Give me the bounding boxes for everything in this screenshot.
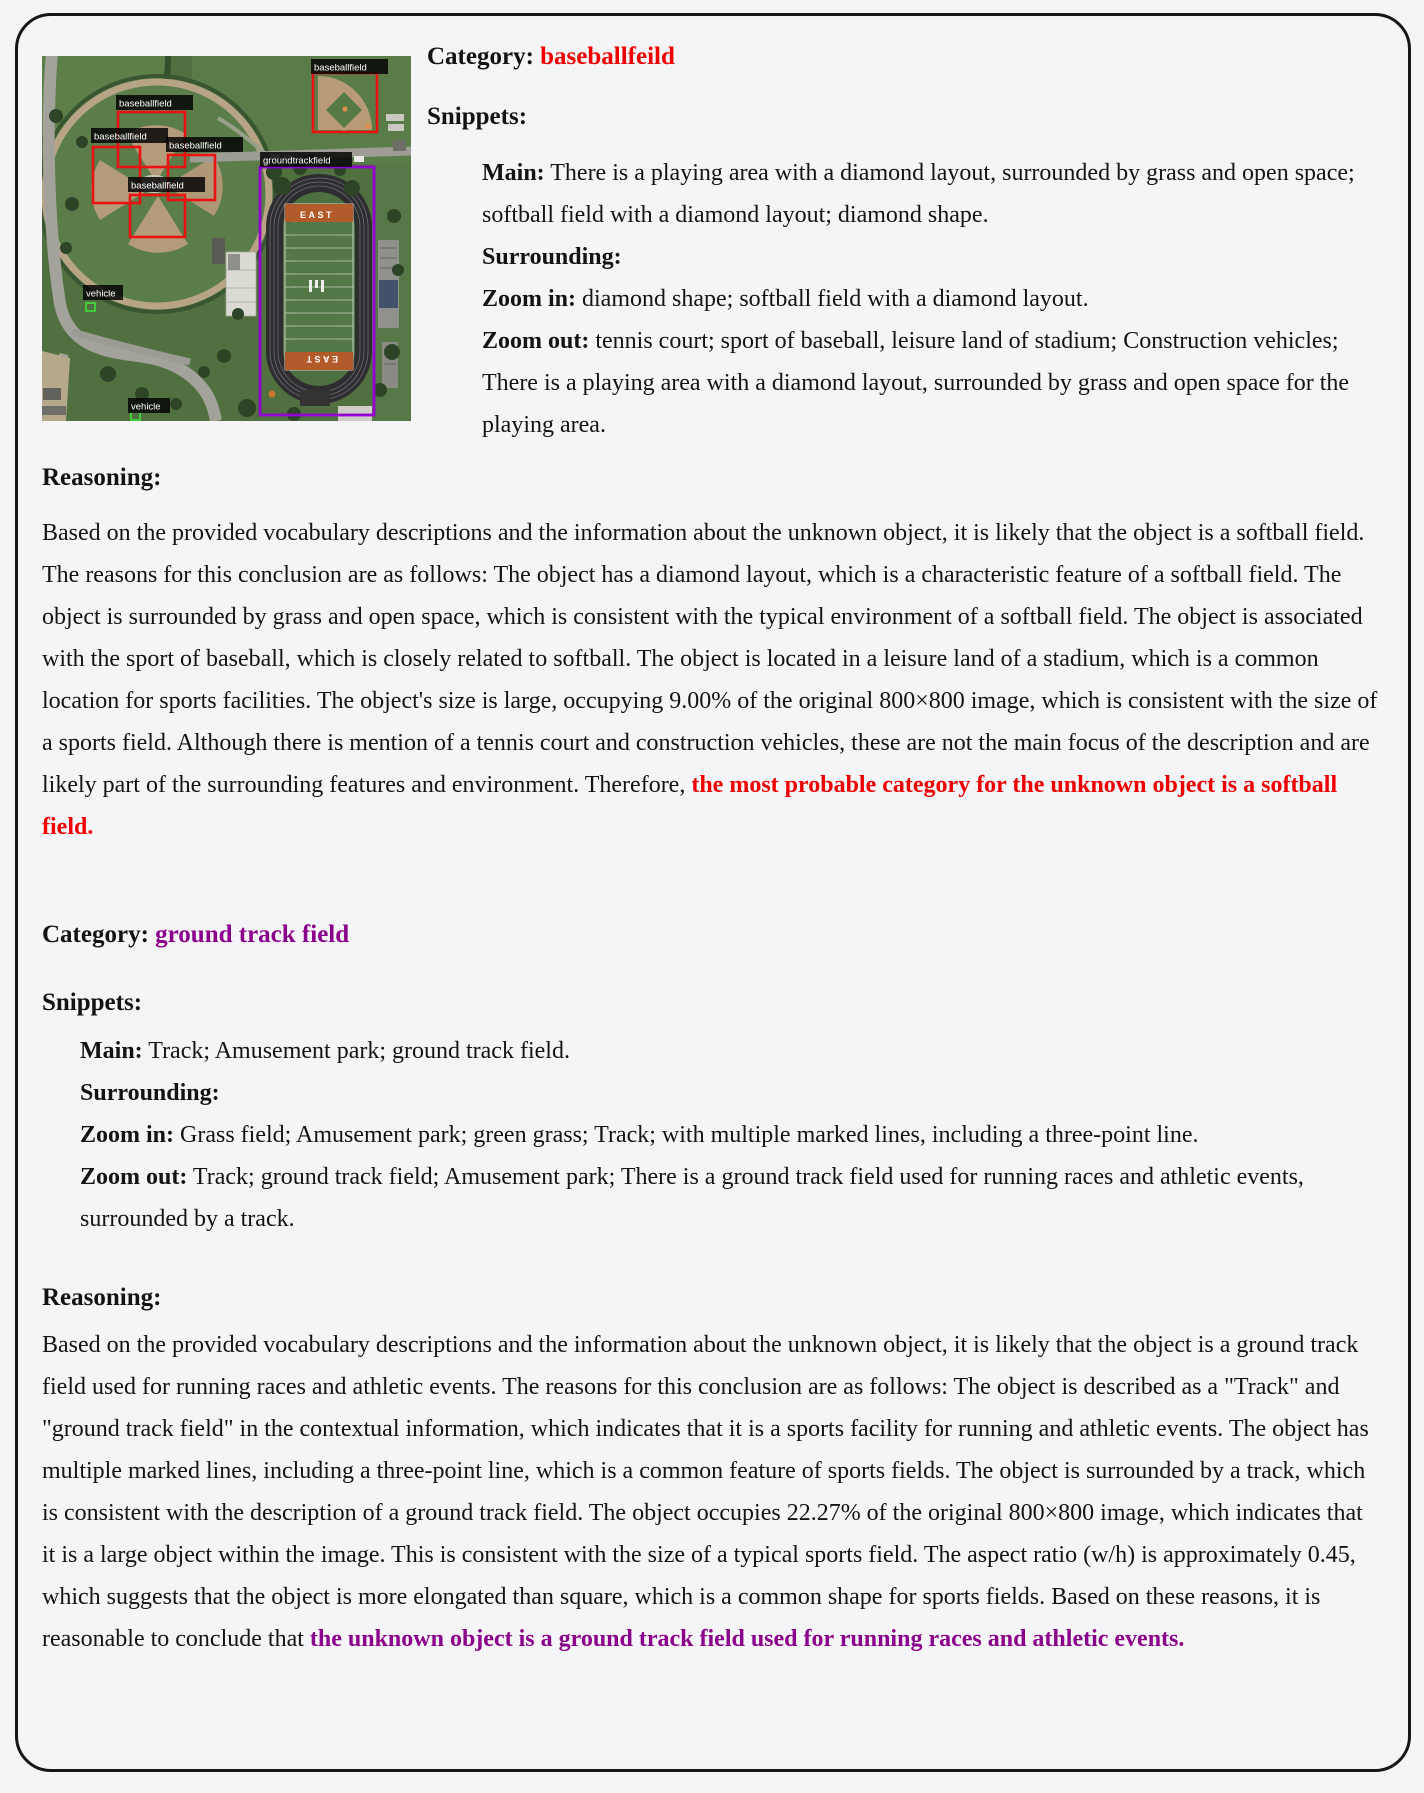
- main-text: Track; Amusement park; ground track field.: [148, 1038, 570, 1064]
- section1-category-line: [427, 36, 1390, 78]
- label-vehicle-2: vehicle: [131, 401, 161, 413]
- category-label: Category:: [42, 921, 149, 948]
- reasoning-highlight: the unknown object is a ground track field used for running races and athletic events.: [309, 1626, 1185, 1652]
- section2-category-line: [42, 914, 349, 956]
- surrounding-label: Surrounding:: [80, 1080, 220, 1106]
- main-label: Main:: [80, 1038, 143, 1064]
- reasoning-text: Based on the provided vocabulary descriptions and the information about the unknown object, it is likely that the object is a ground track field used for running races and athletic events. The reasons for this conclusion are as follows: The object is described as a "Track" and "ground track field" in the contextual information, which indicates that it is a sports facility for running and athletic events. The object has multiple marked lines, including a three-point line, which is a common feature of sports fields. The object is surrounded by a track, which is consistent with the description of a ground track field. The object occupies 22.27% of the original 800×800 image, which indicates that it is a large object within the image. This is consistent with the size of a typical sports field. The aspect ratio (w/h) is approximately 0.45, which suggests that the object is more elongated than square, which is a common shape for sports fields. Based on these reasons, it is reasonable to conclude that: [42, 1332, 1369, 1652]
- zoom-out-label: Zoom out:: [80, 1164, 188, 1190]
- reasoning-text: Based on the provided vocabulary descriptions and the information about the unknown object, it is likely that the object is a softball field. The reasons for this conclusion are as follows: The object has a diamond layout, which is a characteristic feature of a softball field. The object is surrounded by grass and open space, which is consistent with the typical environment of a softball field. The object is associated with the sport of baseball, which is closely related to softball. The object is located in a leisure land of a stadium, which is a common location for sports facilities. The object's size is large, occupying 9.00% of the original 800×800 image, which is consistent with the size of a sports field. Although there is mention of a tennis court and construction vehicles, these are not the main focus of the description and are likely part of the surrounding features and environment. Therefore,: [42, 520, 1378, 798]
- label-baseballfield-3: baseballfield: [94, 131, 147, 143]
- label-groundtrackfield: groundtrackfield: [263, 155, 331, 167]
- main-text: There is a playing area with a diamond layout, surrounded by grass and open space; softball field with a diamond layout; diamond shape.: [482, 160, 1355, 228]
- main-label: Main:: [482, 160, 545, 186]
- label-baseballfield-4: baseballfield: [169, 140, 222, 152]
- scene-track-stadium: [266, 174, 372, 406]
- zoom-in-label: Zoom in:: [482, 286, 577, 312]
- category-label: Category:: [427, 43, 534, 70]
- endzone-top-text: EAST: [300, 210, 335, 220]
- surrounding-label: Surrounding:: [482, 244, 622, 270]
- aerial-scene-svg: [42, 56, 411, 421]
- category-value: ground track field: [155, 921, 350, 948]
- zoom-in-text: diamond shape; softball field with a diamond layout.: [582, 286, 1089, 312]
- snippet-zoom-in: [80, 1114, 1370, 1156]
- category-value: baseballfeild: [540, 43, 675, 70]
- label-baseballfield-5: baseballfield: [131, 180, 184, 192]
- section1-snippets: [482, 152, 1390, 446]
- reasoning-highlight: the most probable category for the unknown object is a softball field.: [42, 772, 1338, 840]
- snippet-main: [482, 152, 1390, 236]
- section1-reasoning-paragraph: [42, 512, 1382, 848]
- satellite-image: [42, 56, 411, 421]
- zoom-out-label: Zoom out:: [482, 328, 590, 354]
- section2-reasoning-heading: Reasoning:: [42, 1284, 162, 1311]
- snippet-surrounding-heading: [80, 1072, 1370, 1114]
- section2-snippets-heading: Snippets:: [42, 989, 143, 1016]
- zoom-out-text: tennis court; sport of baseball, leisure land of stadium; Construction vehicles; There is a playing area with a diamond layout, surrounded by grass and open space for the playing area.: [482, 328, 1350, 438]
- snippet-surrounding-heading: [482, 236, 1390, 278]
- snippet-zoom-in: [482, 278, 1390, 320]
- section1-reasoning-heading: Reasoning:: [42, 464, 162, 491]
- section2-reasoning-paragraph: [42, 1324, 1382, 1660]
- zoom-out-text: Track; ground track field; Amusement park; There is a ground track field used for running races and athletic events, surrounded by a track.: [80, 1164, 1304, 1232]
- section1-column: [427, 36, 1390, 446]
- zoom-in-text: Grass field; Amusement park; green grass; Track; with multiple marked lines, including a three-point line.: [180, 1122, 1199, 1148]
- zoom-in-label: Zoom in:: [80, 1122, 175, 1148]
- label-baseballfield-1: baseballfield: [314, 62, 367, 74]
- section1-snippets-heading: Snippets:: [427, 103, 528, 130]
- snippet-zoom-out: [80, 1156, 1370, 1240]
- snippet-zoom-out: [482, 320, 1390, 446]
- section2-snippets: [80, 1030, 1370, 1240]
- snippet-main: [80, 1030, 1370, 1072]
- endzone-bottom-text: EAST: [303, 354, 338, 364]
- label-baseballfield-2: baseballfield: [119, 98, 172, 110]
- label-vehicle-1: vehicle: [86, 288, 116, 300]
